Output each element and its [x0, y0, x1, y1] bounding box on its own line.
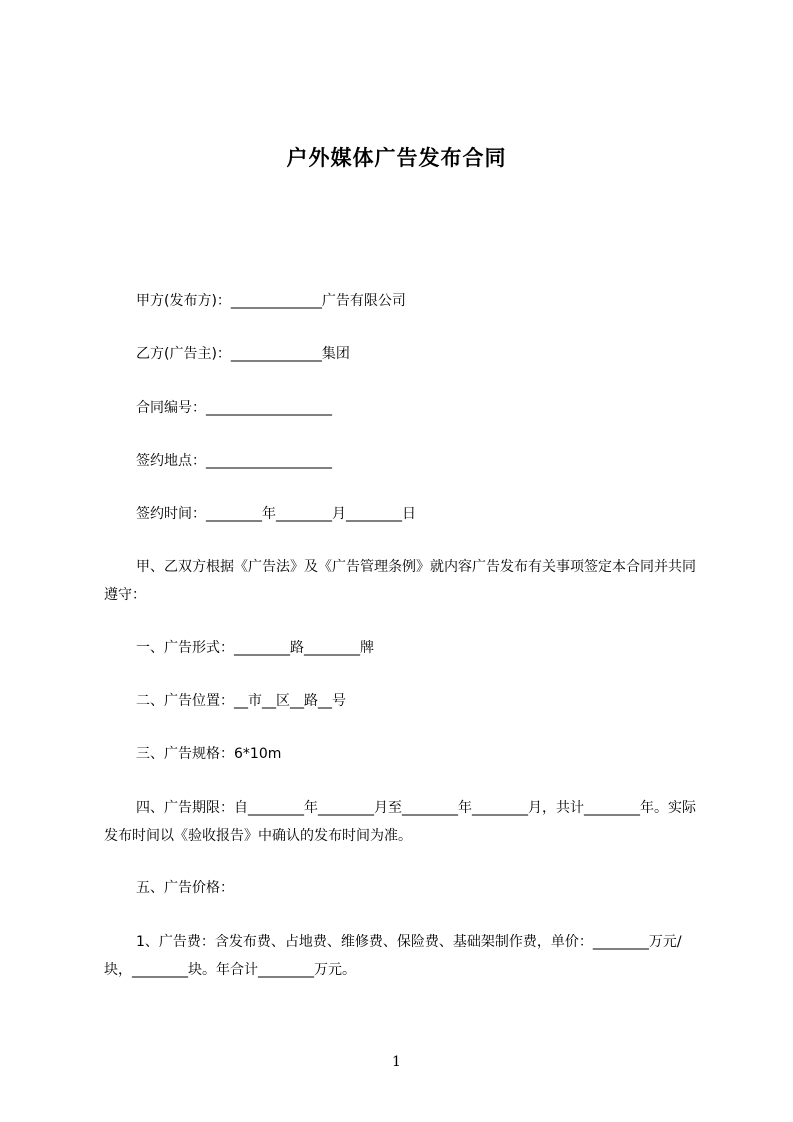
- party-a-line: 甲方(发布方)：_____________广告有限公司: [136, 293, 406, 309]
- section-ad-location: 二、广告位置：__市__区__路__号: [136, 693, 346, 709]
- sign-place-line: 签约地点：__________________: [136, 453, 332, 469]
- document-title: 户外媒体广告发布合同: [286, 146, 507, 170]
- section-ad-fee: 1、广告费：含发布费、占地费、维修费、保险费、基础架制作费，单价：________万元/块，________块。年合计________万元。: [104, 934, 682, 978]
- sign-time-line: 签约时间：________年________月________日: [136, 506, 416, 522]
- section-ad-form: 一、广告形式：________路________牌: [136, 640, 374, 656]
- contract-number-line: 合同编号：__________________: [136, 400, 332, 416]
- preamble-paragraph: 甲、乙双方根据《广告法》及《广告管理条例》就内容广告发布有关事项签定本合同并共同遵守：: [104, 559, 696, 603]
- section-ad-period: 四、广告期限：自________年________月至________年________月，共计________年。实际发布时间以《验收报告》中确认的发布时间为准。: [104, 800, 696, 844]
- section-ad-size: 三、广告规格：6*10m: [136, 746, 282, 762]
- section-ad-price: 五、广告价格：: [136, 880, 234, 896]
- party-b-line: 乙方(广告主)：_____________集团: [136, 346, 350, 362]
- page-number: 1: [392, 1054, 401, 1070]
